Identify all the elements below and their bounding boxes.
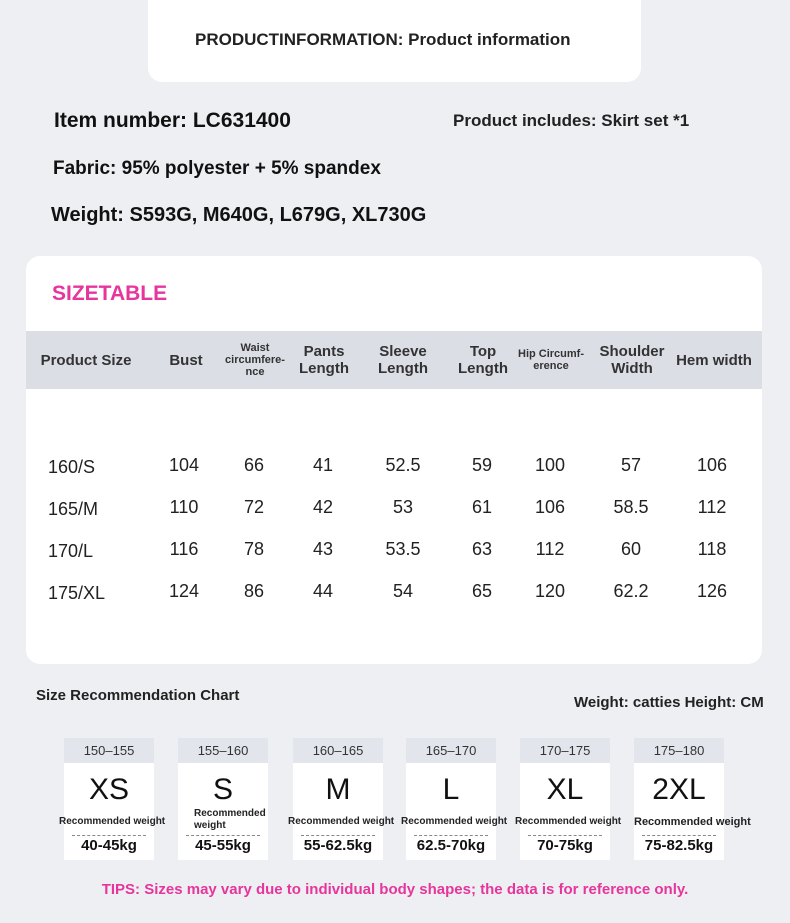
size-value-cell: 112 [697,497,727,517]
header-line: Bust [169,351,203,369]
size-value-cell: 53.5 [385,539,421,559]
size-table-header-cell [674,331,754,389]
size-code: XL [546,773,584,806]
size-recommendation-box [59,738,166,860]
recommended-weight-value: 70-75kg [537,837,593,854]
recommended-weight-value: 45-55kg [195,837,251,854]
tips-note: TIPS: Sizes may vary due to individual body shapes; the data is for reference only. [101,881,689,898]
header-line: Length [458,360,508,377]
dashed-divider [528,835,602,836]
recommended-weight-value: 55-62.5kg [303,837,373,854]
size-value-cell: 59 [471,455,493,475]
size-value-cell: 62.2 [613,581,649,601]
header-line: Pants [303,343,345,360]
height-range: 165–170 [406,738,496,763]
size-value-cell: 110 [169,497,199,517]
fabric-info: Fabric: 95% polyester + 5% spandex [53,158,381,179]
size-code: S [212,773,233,806]
size-value-cell: 112 [535,539,565,559]
height-range: 155–160 [178,738,268,763]
header-line: Width [611,360,653,377]
recommended-weight-label: Recommended weight [515,816,622,827]
size-value-cell: 106 [534,497,566,517]
dashed-divider [186,835,260,836]
weight-info: Weight: S593G, M640G, L679G, XL730G [51,204,427,226]
size-table-header-cell [220,331,290,389]
size-table-header-cell [26,331,146,389]
header-line: Length [299,360,349,377]
header-line: erence [533,360,569,372]
size-value-cell: 120 [534,581,566,601]
size-code: L [442,773,460,806]
recommended-weight-value: 62.5-70kg [416,837,486,854]
size-code: XS [88,773,130,806]
dashed-divider [642,835,716,836]
size-table-card [26,256,762,664]
recommended-weight-label: Recommended weight [634,816,751,828]
header-line: circumfere- [225,354,285,366]
size-value-cell: 118 [697,539,727,559]
size-code: M [325,773,351,806]
size-label-cell: 175/XL [48,583,106,603]
size-value-cell: 126 [696,581,728,601]
height-range: 175–180 [634,738,724,763]
product-includes: Product includes: Skirt set *1 [453,111,690,130]
size-table-header-cell [516,331,586,389]
size-recommendation-box [178,738,268,860]
size-code: 2XL [652,773,706,806]
height-range: 150–155 [64,738,154,763]
size-value-cell: 78 [243,539,265,559]
header-line: Waist [240,342,270,354]
header-line: Hem width [676,351,752,369]
dashed-divider [301,835,375,836]
size-value-cell: 58.5 [613,497,649,517]
size-recommendation-box [515,738,622,860]
header-line: Top [469,343,497,360]
size-value-cell: 41 [312,455,334,475]
size-table-header-cell [592,331,672,389]
size-value-cell: 44 [312,581,334,601]
size-value-cell: 106 [696,455,728,475]
recommended-weight-label: Recommended weight [194,808,266,831]
height-range: 160–165 [293,738,383,763]
size-label-cell: 165/M [48,499,99,519]
size-label-cell: 160/S [48,457,96,477]
size-value-cell: 53 [392,497,414,517]
size-value-cell: 104 [168,455,200,475]
size-value-cell: 61 [471,497,493,517]
recommended-weight-value: 40-45kg [81,837,137,854]
height-range: 170–175 [520,738,610,763]
size-value-cell: 116 [169,539,199,559]
size-value-cell: 54 [392,581,414,601]
header-line: Shoulder [599,343,665,360]
size-table-title: SIZETABLE [52,282,168,305]
header-line: Product Size [40,351,132,369]
size-value-cell: 43 [312,539,334,559]
size-table-header [26,331,762,389]
units-note: Weight: catties Height: CM [574,694,764,711]
size-value-cell: 60 [620,539,642,559]
size-value-cell: 65 [471,581,493,601]
recommended-weight-label: Recommended weight [59,816,166,827]
size-recommendation-title: Size Recommendation Chart [36,687,240,704]
size-table-header-cell [368,331,438,389]
product-information-card [148,0,641,82]
product-information-label: PRODUCTINFORMATION: Product information [195,30,571,49]
recommended-weight-value: 75-82.5kg [644,837,714,854]
size-value-cell: 86 [243,581,265,601]
size-table-header-cell [161,331,211,389]
size-value-cell: 57 [620,455,642,475]
size-table-header-cell [453,331,513,389]
size-value-cell: 100 [534,455,566,475]
dashed-divider [72,835,146,836]
size-value-cell: 42 [312,497,334,517]
header-line: Length [378,360,428,377]
header-line: nce [245,366,265,378]
size-value-cell: 124 [168,581,200,601]
size-recommendation-box [634,738,751,860]
item-number: Item number: LC631400 [54,109,291,132]
size-recommendation-box [401,738,508,860]
header-line: Sleeve [379,343,427,360]
size-table-header-cell [289,331,359,389]
size-label-cell: 170/L [48,541,94,561]
recommended-weight-label: Recommended weight [401,816,508,827]
size-value-cell: 63 [471,539,493,559]
size-value-cell: 66 [243,455,265,475]
recommended-weight-label: Recommended weight [288,816,395,827]
size-recommendation-box [288,738,395,860]
size-value-cell: 52.5 [385,455,421,475]
header-line: Hip Circumf- [518,348,584,360]
size-value-cell: 72 [243,497,265,517]
dashed-divider [414,835,488,836]
